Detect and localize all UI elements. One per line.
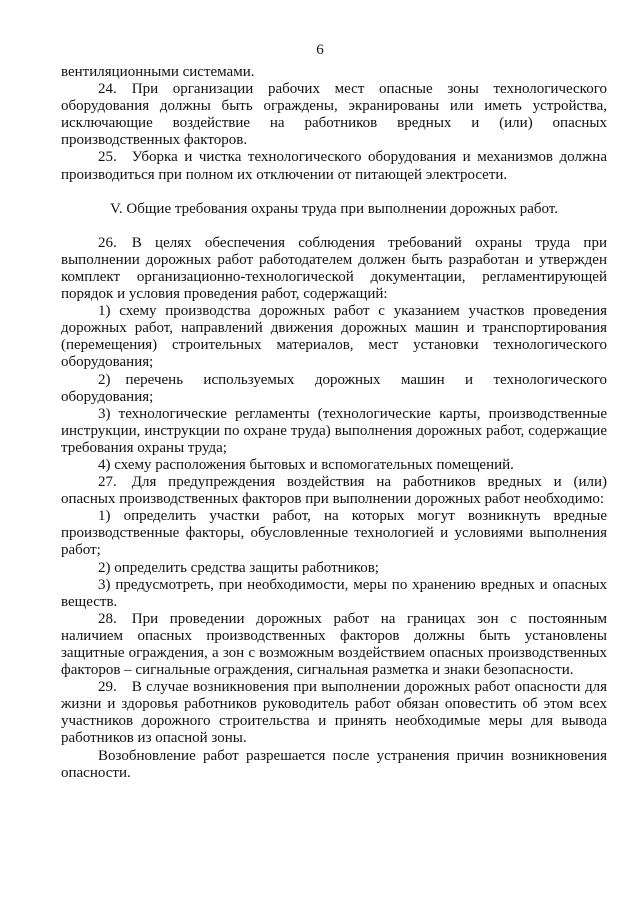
paragraph-24: 24. При организации рабочих мест опасные зоны технологического оборудования должны быть ограждены, экранированы или иметь устройства, исключающие воздействие на работников вредных и (или) опасных производственных факторов. [61,81,607,149]
paragraph-28: 28. При проведении дорожных работ на границах зон с постоянным наличием опасных производственных факторов должны быть установлены защитные ограждения, а зон с возможным воздействием опасных производственных факторов – сигнальные ограждения, сигнальная разметка и знаки безопасности. [61,610,607,679]
paragraph-29: 29. В случае возникновения при выполнении дорожных работ опасности для жизни и здоровья работников руководитель работ обязан оповестить об этом всех участников дорожного строительства и принять необходимые меры для вывода работников из опасной зоны. [61,679,607,747]
paragraph-29-resume: Возобновление работ разрешается после устранения причин возникновения опасности. [61,747,607,781]
paragraph-26: 26. В целях обеспечения соблюдения требований охраны труда при выполнении дорожных работ работодателем должен быть разработан и утвержден комплект организационно-технологической документации, регламентирующей порядок и условия проведения работ, содержащий: [61,234,607,303]
paragraph-26-item-3: 3) технологические регламенты (технологические карты, производственные инструкции, инструкции по охране труда) выполнения дорожных работ, содержащие требования охраны труда; [61,405,607,456]
section-heading: V. Общие требования охраны труда при выполнении дорожных работ. [110,200,558,217]
document-body [61,64,607,782]
paragraph-27-item-2: 2) определить средства защиты работников; [98,559,379,576]
paragraph-27-item-1: 1) определить участки работ, на которых могут возникнуть вредные производственные факторы, обусловленные технологией и условиями выполнения работ; [61,508,607,559]
page-number: 6 [316,42,324,58]
paragraph-27-item-3: 3) предусмотреть, при необходимости, меры по хранению вредных и опасных веществ. [61,576,607,610]
paragraph-25: 25. Уборка и чистка технологического оборудования и механизмов должна производиться при полном их отключении от питающей электросети. [61,149,607,183]
paragraph-26-item-1: 1) схему производства дорожных работ с указанием участков проведения дорожных работ, направлений движения дорожных машин и транспортирования (перемещения) строительных материалов, мест установки технологического оборудования; [61,303,607,371]
paragraph-26-item-2: 2) перечень используемых дорожных машин и технологического оборудования; [61,371,607,405]
paragraph-27: 27. Для предупреждения воздействия на работников вредных и (или) опасных производственных факторов при выполнении дорожных работ необходимо: [61,474,607,508]
paragraph-continuation: вентиляционными системами. [61,64,255,80]
paragraph-26-item-4: 4) схему расположения бытовых и вспомогательных помещений. [98,456,514,473]
